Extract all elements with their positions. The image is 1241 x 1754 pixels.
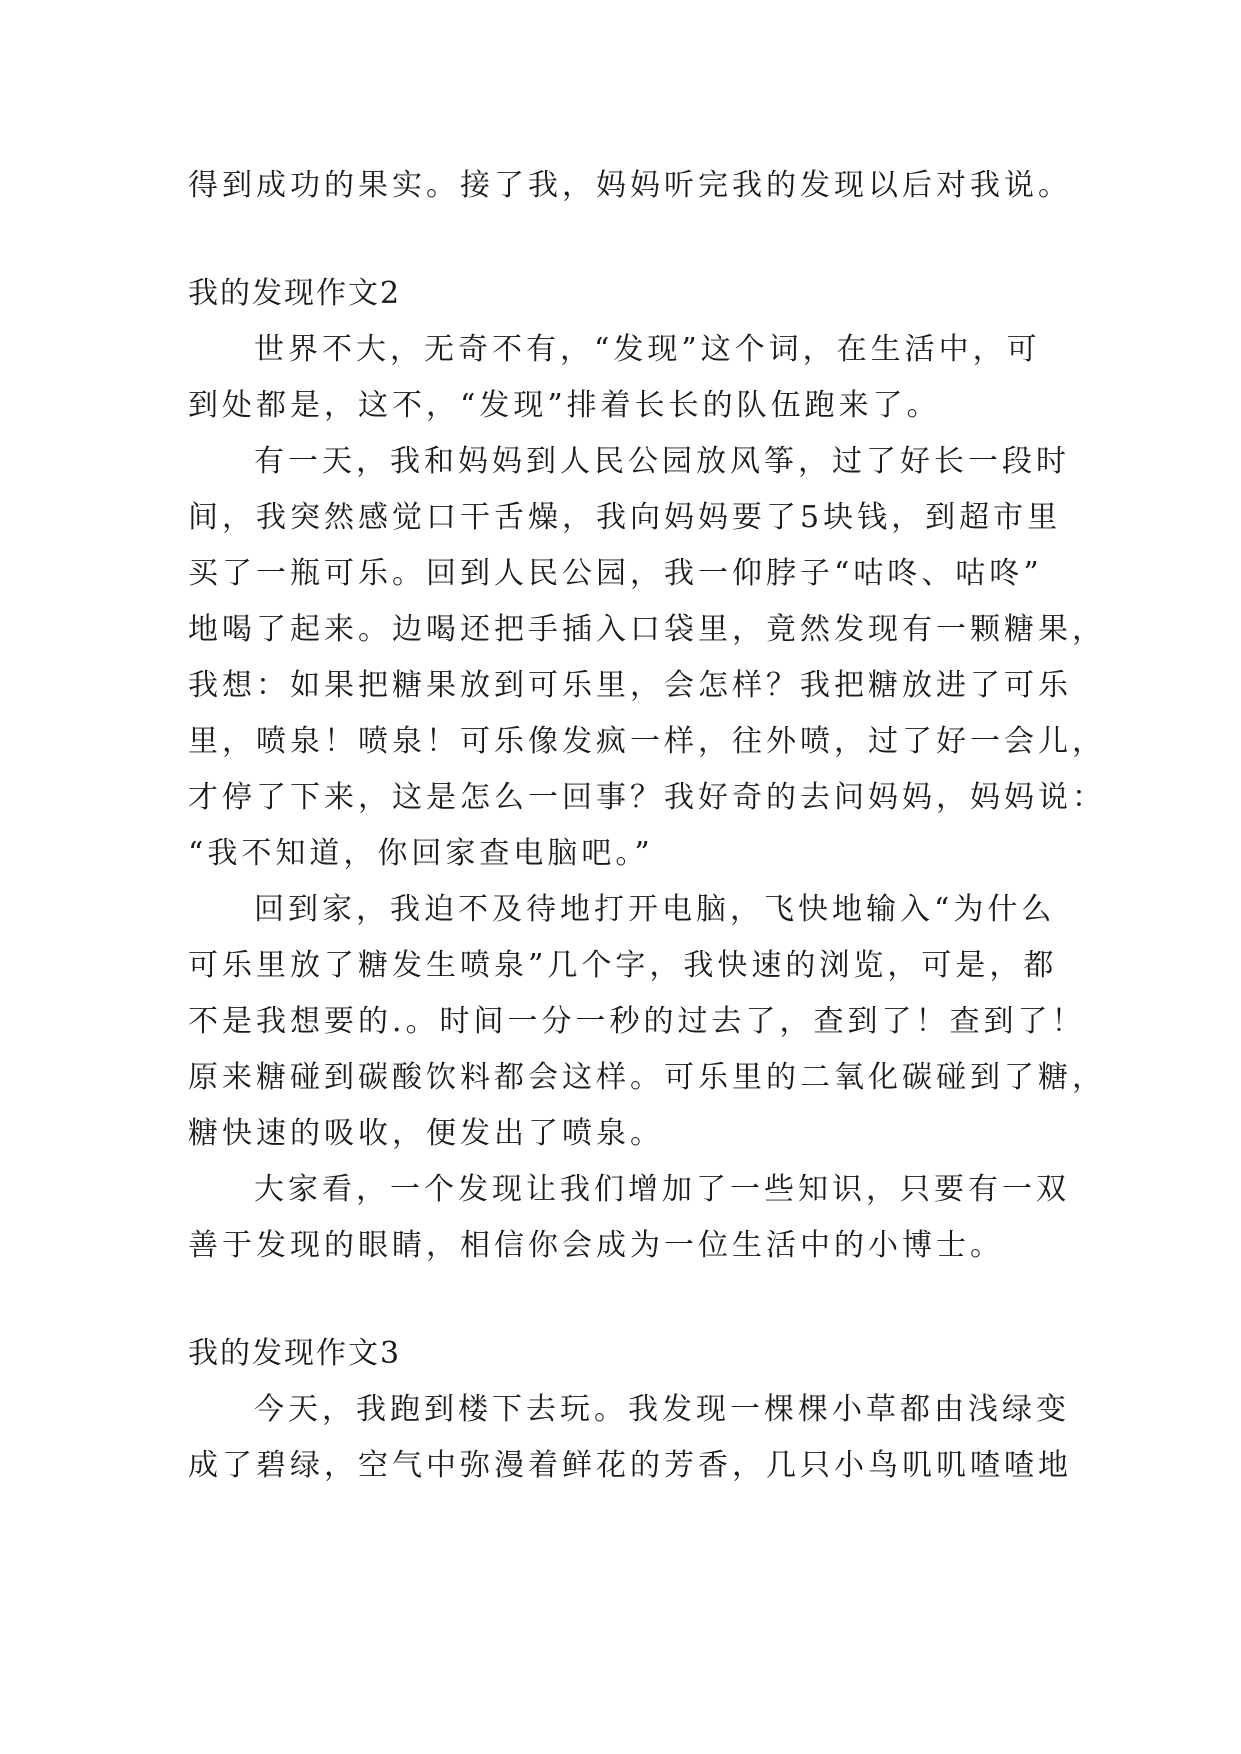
paragraph-line: 可乐里放了糖发生喷泉”几个字，我快速的浏览，可是，都 [188,948,1058,983]
paragraph-line: 原来糖碰到碳酸饮料都会这样。可乐里的二氧化碳碰到了糖， [188,1060,1106,1095]
paragraph-line: 得到成功的果实。接了我，妈妈听完我的发现以后对我说。 [188,168,1072,203]
paragraph-line: 世界不大，无奇不有，“发现”这个词，在生活中，可 [254,332,1041,367]
paragraph-line: 不是我想要的.。时间一分一秒的过去了，查到了！查到了！ [188,1004,1086,1039]
paragraph-line: 买了一瓶可乐。回到人民公园，我一仰脖子“咕咚、咕咚” [188,556,1043,591]
paragraph-line: 才停了下来，这是怎么一回事？我好奇的去问妈妈，妈妈说： [188,780,1106,815]
paragraph-line: 我想：如果把糖果放到可乐里，会怎样？我把糖放进了可乐 [188,668,1072,703]
section-gap [188,1274,1060,1326]
paragraph-line: 间，我突然感觉口干舌燥，我向妈妈要了5块钱，到超市里 [188,500,1062,535]
paragraph-line: 回到家，我迫不及待地打开电脑，飞快地输入“为什么 [254,892,1056,927]
paragraph-line: 大家看，一个发现让我们增加了一些知识，只要有一双 [254,1172,1070,1207]
paragraph-line: 有一天，我和妈妈到人民公园放风筝，过了好长一段时 [254,444,1070,479]
paragraph-line: 善于发现的眼睛，相信你会成为一位生活中的小博士。 [188,1228,1004,1263]
paragraph-line: 成了碧绿，空气中弥漫着鲜花的芳香，几只小鸟叽叽喳喳地 [188,1448,1072,1483]
paragraph-line: 里，喷泉！喷泉！可乐像发疯一样，往外喷，过了好一会儿， [188,724,1106,759]
paragraph-line: 今天，我跑到楼下去玩。我发现一棵棵小草都由浅绿变 [254,1392,1070,1427]
paragraph-line: 到处都是，这不，“发现”排着长长的队伍跑来了。 [188,388,941,423]
paragraph-line: 糖快速的吸收，便发出了喷泉。 [188,1116,664,1151]
section-title: 我的发现作文3 [188,1336,402,1371]
paragraph-line: 地喝了起来。边喝还把手插入口袋里，竟然发现有一颗糖果， [188,612,1106,647]
paragraph-line: “我不知道，你回家查电脑吧。” [188,836,654,871]
section-gap [188,214,1060,266]
section-title: 我的发现作文2 [188,276,402,311]
document-body [188,158,1106,1494]
